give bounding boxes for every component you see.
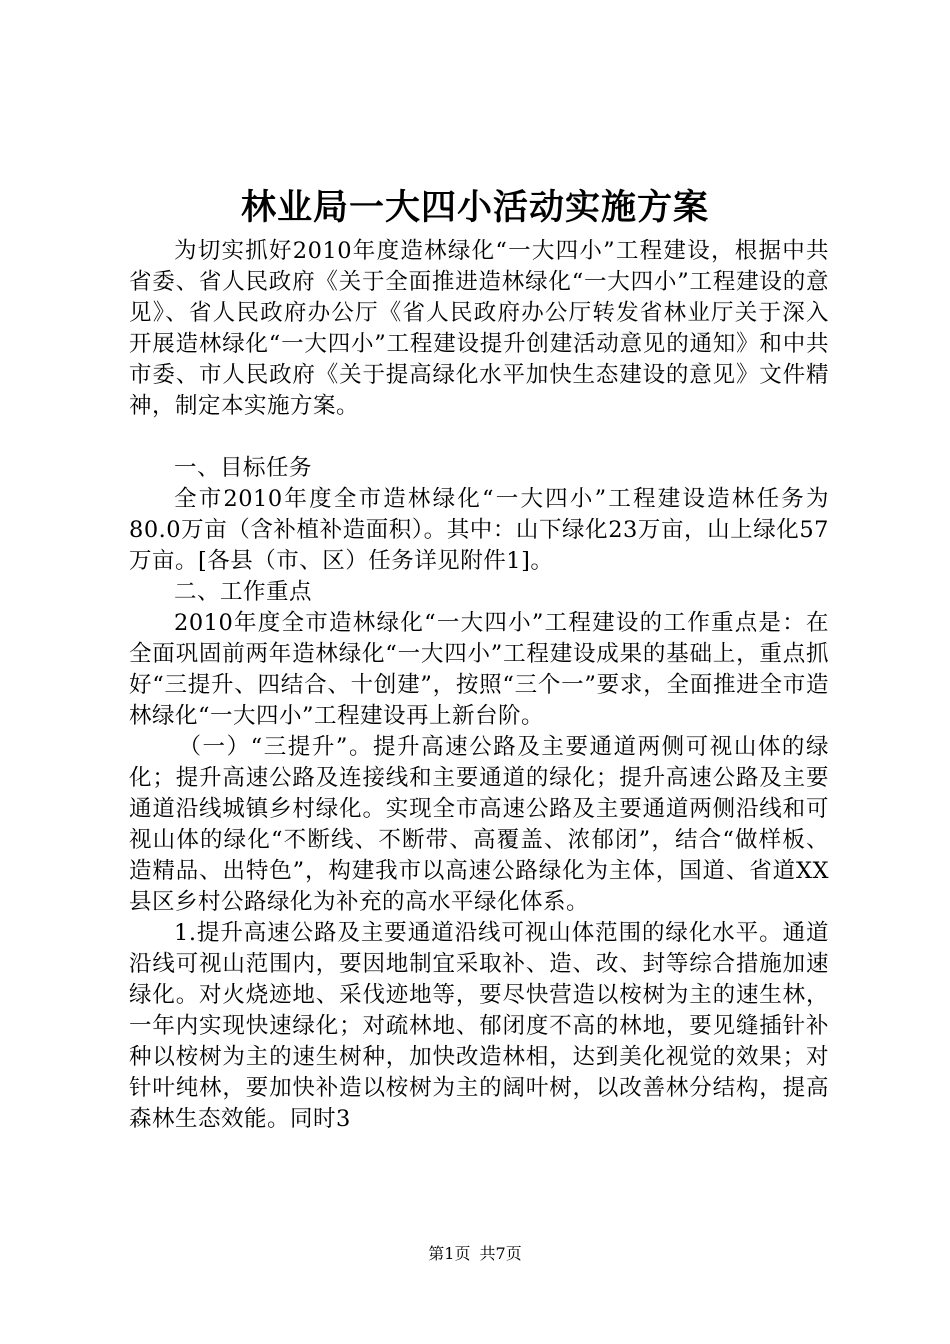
page-footer	[0, 1244, 950, 1264]
document-body	[129, 236, 829, 1135]
item-1-paragraph: 1.提升高速公路及主要通道沿线可视山体范围的绿化水平。通道沿线可视山范围内，要因地制宜采取补、造、改、封等综合措施加速绿化。对火烧迹地、采伐迹地等，要尽快营造以桉树为主的速生林，一年内实现快速绿化；对疏林地、郁闭度不高的林地，要见缝插针补种以桉树为主的速生树种，加快改造林相，达到美化视觉的效果；对针叶纯林，要加快补造以桉树为主的阔叶树，以改善林分结构，提高森林生态效能。同时3	[129, 920, 829, 1132]
three-upgrades-paragraph: （一）“三提升”。提升高速公路及主要通道两侧可视山体的绿化；提升高速公路及连接线和主要通道的绿化；提升高速公路及主要通道沿线城镇乡村绿化。实现全市高速公路及主要通道两侧沿线和可视山体的绿化“不断线、不断带、高覆盖、浓郁闭”，结合“做样板、造精品、出特色”，构建我市以高速公路绿化为主体，国道、省道XX县区乡村公路绿化为补充的高水平绿化体系。	[129, 734, 829, 915]
document-title: 林业局一大四小活动实施方案	[240, 188, 709, 228]
section-heading-focus: 二、工作重点	[174, 579, 313, 605]
intro-paragraph: 为切实抓好2010年度造林绿化“一大四小”工程建设，根据中共省委、省人民政府《关于全面推进造林绿化“一大四小”工程建设的意见》、省人民政府办公厅《省人民政府办公厅转发省林业厅关于深入开展造林绿化“一大四小”工程建设提升创建活动意见的通知》和中共市委、市人民政府《关于提高绿化水平加快生态建设的意见》文件精神，制定本实施方案。	[129, 238, 829, 419]
page-number: 第1页	[428, 1244, 471, 1263]
focus-paragraph: 2010年度全市造林绿化“一大四小”工程建设的工作重点是：在全面巩固前两年造林绿化“一大四小”工程建设成果的基础上，重点抓好“三提升、四结合、十创建”，按照“三个一”要求，全面推进全市造林绿化“一大四小”工程建设再上新台阶。	[129, 610, 829, 729]
section-heading-goals: 一、目标任务	[174, 455, 313, 481]
goals-paragraph: 全市2010年度全市造林绿化“一大四小”工程建设造林任务为80.0万亩（含补植补造面积）。其中：山下绿化23万亩，山上绿化57万亩。[各县（市、区）任务详见附件1]。	[129, 486, 829, 574]
page-total: 共7页	[479, 1244, 522, 1263]
